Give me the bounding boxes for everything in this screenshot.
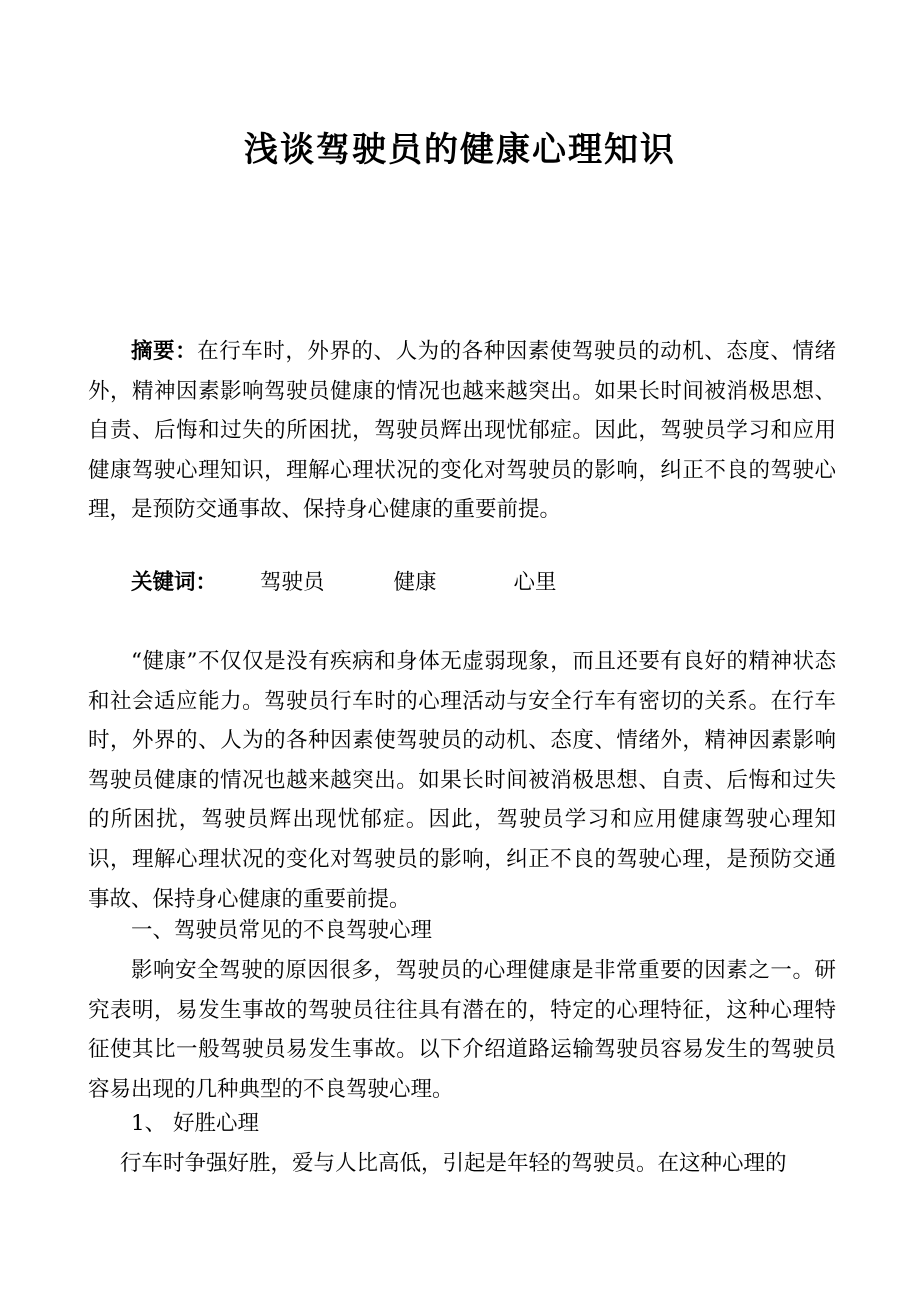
keyword-item: 健康 [393,570,437,595]
keywords-label: 关键词： [131,570,218,595]
document-title: 浅谈驾驶员的健康心理知识 [244,130,676,170]
keywords-line [88,563,836,603]
section-paragraph: 影响安全驾驶的原因很多，驾驶员的心理健康是非常重要的因素之一。研究表明，易发生事故的驾驶员往往具有潜在的，特定的心理特征，这种心理特征使其比一般驾驶员易发生事故。以下介绍道路运输驾驶员容易发生的驾驶员容易出现的几种典型的不良驾驶心理。 [88,958,836,1102]
abstract-paragraph [88,332,836,530]
abstract-label: 摘要： [131,339,198,364]
keyword-item: 心里 [513,570,557,595]
section-heading: 一、驾驶员常见的不良驾驶心理 [131,918,433,943]
keyword-item: 驾驶员 [260,570,325,595]
subsection-paragraph: 行车时争强好胜，爱与人比高低，引起是年轻的驾驶员。在这种心理的 [120,1151,787,1176]
intro-paragraph: “健康”不仅仅是没有疾病和身体无虚弱现象，而且还要有良好的精神状态和社会适应能力。驾驶员行车时的心理活动与安全行车有密切的关系。在行车时，外界的、人为的各种因素使驾驶员的动机、态度、情绪外，精神因素影响驾驶员健康的情况也越来越突出。如果长时间被消极思想、自责、后悔和过失的所困扰，驾驶员辉出现忧郁症。因此，驾驶员学习和应用健康驾驶心理知识，理解心理状况的变化对驾驶员的影响，纠正不良的驾驶心理，是预防交通事故、保持身心健康的重要前提。 [88,649,836,912]
abstract-text: 在行车时，外界的、人为的各种因素使驾驶员的动机、态度、情绪外，精神因素影响驾驶员健康的情况也越来越突出。如果长时间被消极思想、自责、后悔和过失的所困扰，驾驶员辉出现忧郁症。因此，驾驶员学习和应用健康驾驶心理知识，理解心理状况的变化对驾驶员的影响，纠正不良的驾驶心理，是预防交通事故、保持身心健康的重要前提。 [88,339,836,523]
subsection-heading: 1、 好胜心理 [131,1111,260,1136]
